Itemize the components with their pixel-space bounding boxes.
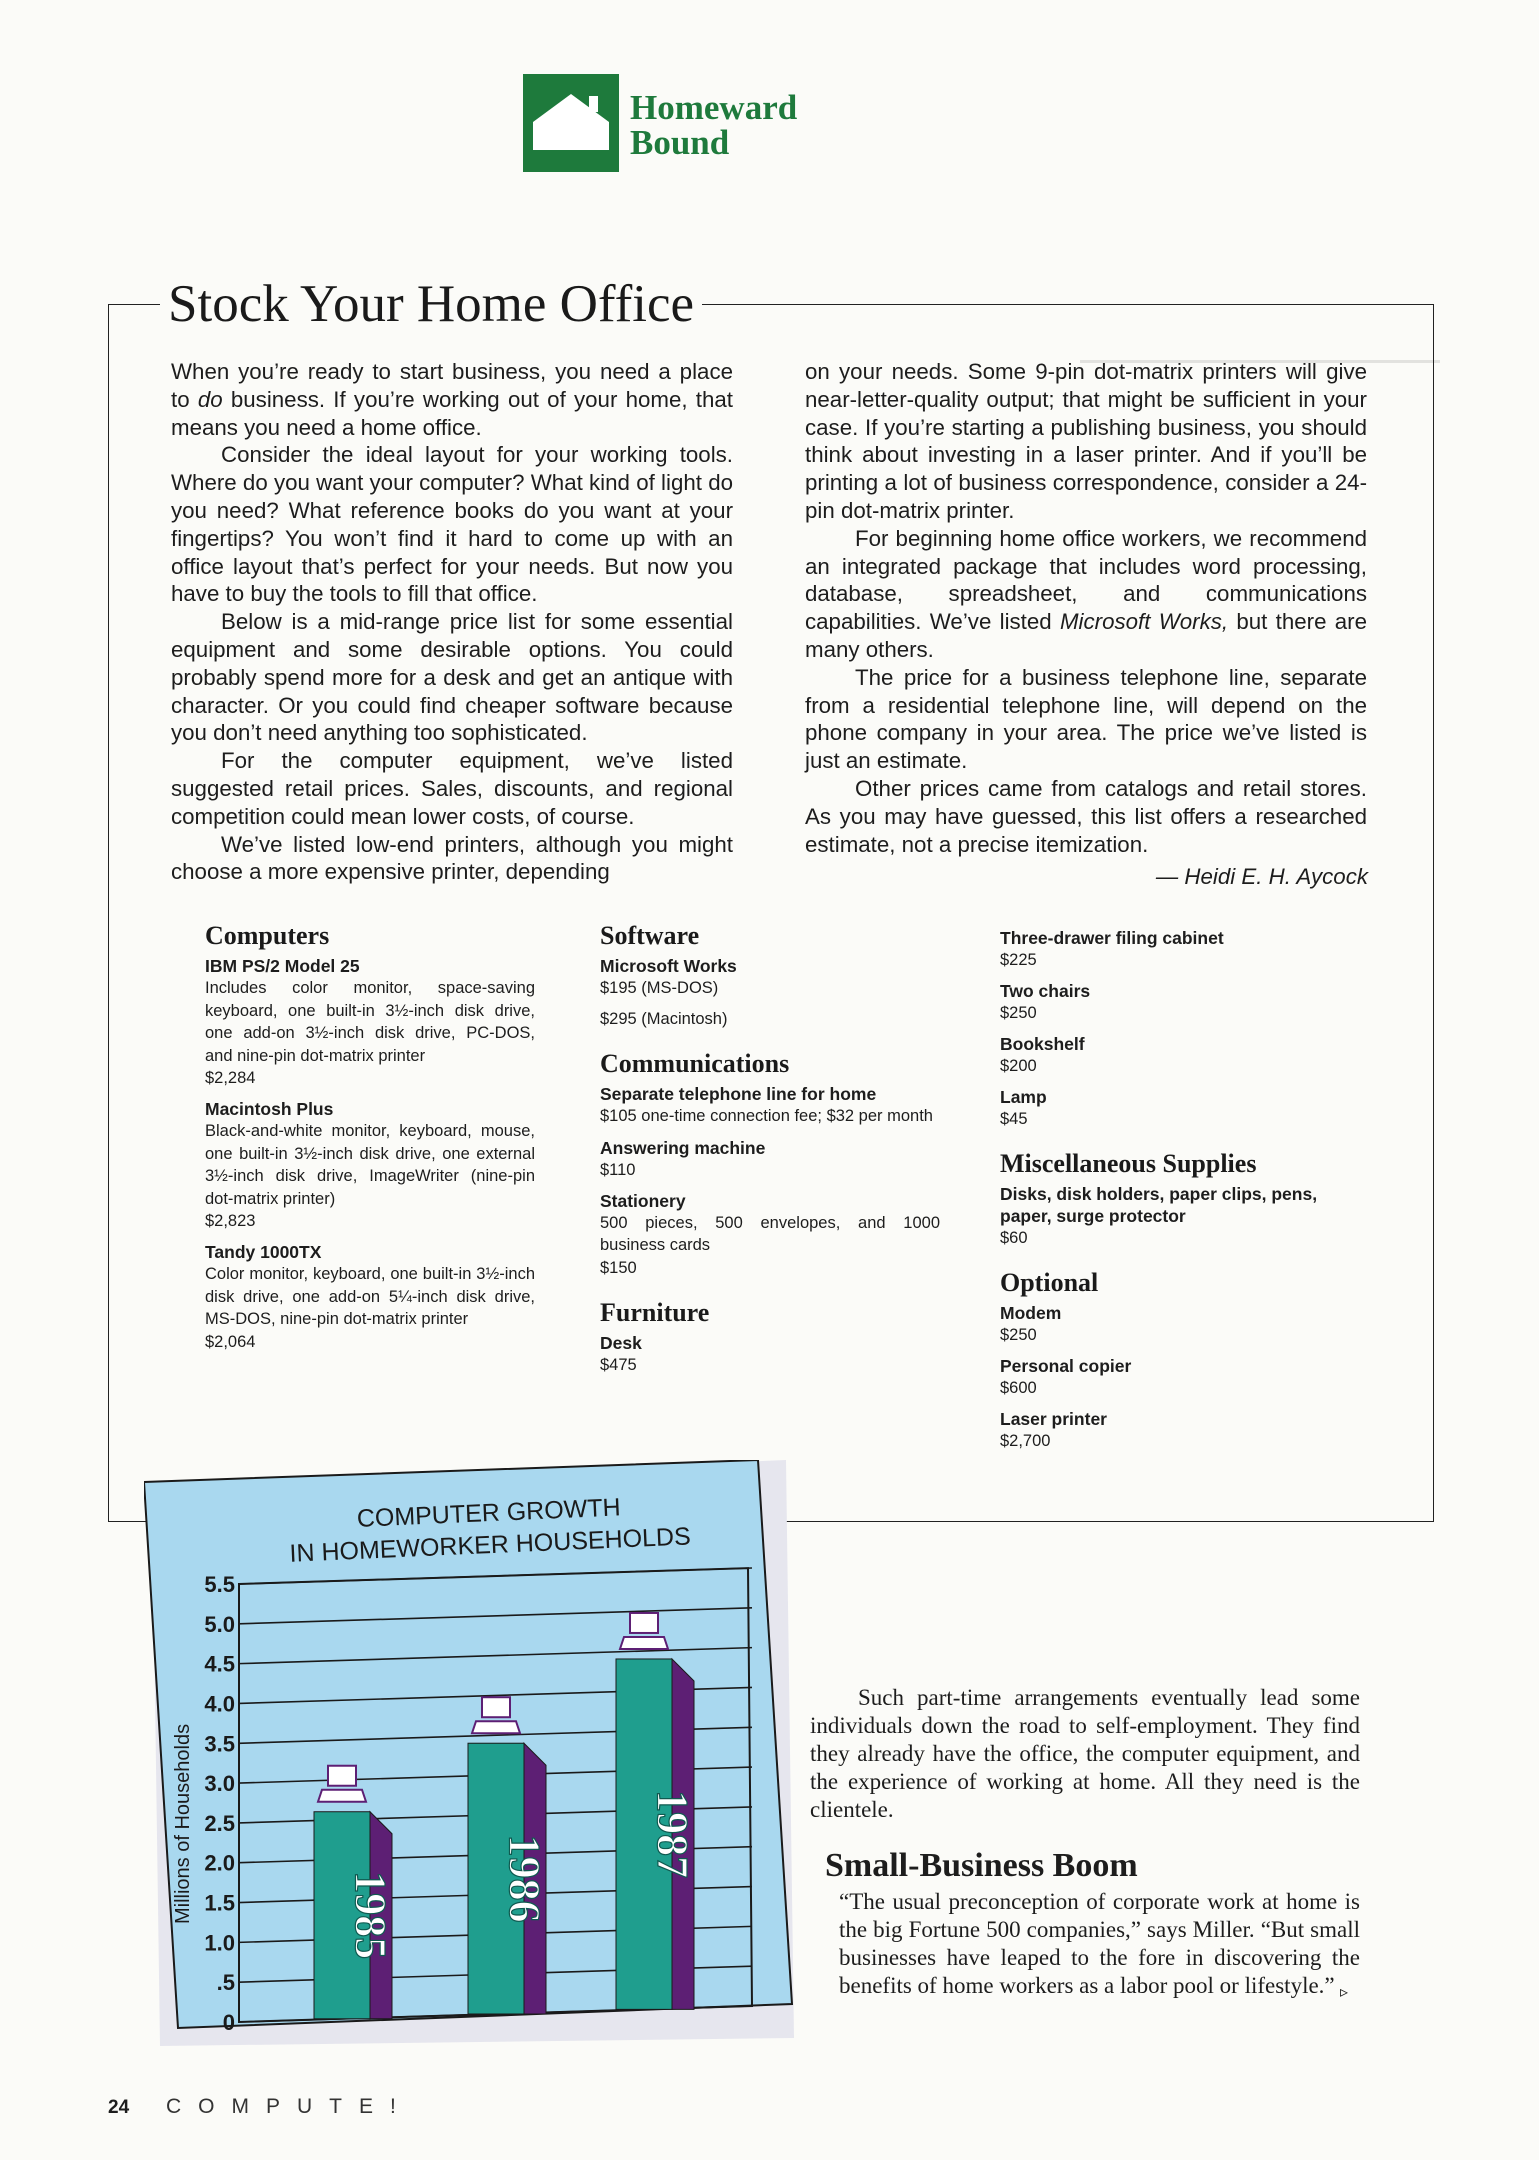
- item-name: Laser printer: [1000, 1409, 1107, 1429]
- price-list-column-2: [600, 920, 940, 1394]
- price-item: [1000, 927, 1340, 971]
- article-continuation: [810, 1684, 1360, 2006]
- item-name: Desk: [600, 1332, 642, 1353]
- article-paragraph-1: Such part-time arrangements eventually lead some individuals down the road to self-employment. They find they already have the office, the computer equipment, and the experience of working at home. All they need is the clientele.: [810, 1685, 1360, 1822]
- chart-bar-label: 1986: [500, 1834, 549, 1923]
- item-price: $250: [1000, 1004, 1037, 1022]
- item-desc: Includes color monitor, space-saving keyboard, one built-in 3½-inch disk drive, one add-on 3½-inch disk drive, PC-DOS, and nine-pin dot-matrix printer: [205, 979, 535, 1065]
- chart-y-tick-label: 1.5: [204, 1890, 235, 1916]
- chart-bar-label: 1987: [648, 1790, 697, 1879]
- item-name: Personal copier: [1000, 1356, 1132, 1376]
- price-item: [600, 1137, 940, 1181]
- item-desc: Black-and-white monitor, keyboard, mouse, one built-in 3½-inch disk drive, one external 3½-inch disk drive, ImageWriter (nine-pin dot-matrix printer): [205, 1122, 535, 1208]
- price-item: [1000, 1086, 1340, 1130]
- item-name: Stationery: [600, 1190, 686, 1211]
- price-group-heading: Communications: [600, 1049, 790, 1078]
- sidebar-column-2: [805, 358, 1367, 858]
- paragraph: Other prices came from catalogs and retail stores. As you may have guessed, this list offers a researched estimate, not a precise itemization.: [805, 775, 1367, 857]
- subhead-small-business-boom: Small-Business Boom: [825, 1847, 1138, 1884]
- article-paragraph-2-text: “The usual preconception of corporate work at home is the big Fortune 500 companies,” says Miller. “But small businesses have leaped to the fore in discovering the benefits of home workers as a labor pool or lifestyle.”: [839, 1889, 1360, 1998]
- chart-title-line-2: IN HOMEWORKER HOUSEHOLDS: [288, 1522, 692, 1568]
- chart-y-tick-label: .5: [216, 1970, 235, 1996]
- item-name: Lamp: [1000, 1087, 1047, 1107]
- article-paragraph-2: [810, 1888, 1360, 2000]
- price-item: [1000, 1033, 1340, 1077]
- magazine-name: COMPUTE!: [166, 2095, 413, 2118]
- paragraph: The price for a business telephone line, separate from a residential telephone line, will depend on the phone company in your area. The price we’ve listed is just an estimate.: [805, 664, 1367, 774]
- keyboard-icon: [620, 1637, 668, 1649]
- paragraph: For the computer equipment, we’ve listed suggested retail prices. Sales, discounts, and regional competition could mean lower costs, of course.: [171, 748, 733, 829]
- price-group-heading: Software: [600, 921, 700, 950]
- price-list-column-3: [1000, 927, 1340, 1470]
- logo-line-2: Bound: [630, 123, 730, 162]
- price-item: [1000, 980, 1340, 1024]
- item-name: Modem: [1000, 1303, 1062, 1323]
- chart-y-tick-label: 2.0: [204, 1850, 235, 1876]
- paragraph: Consider the ideal layout for your working tools. Where do you want your computer? What kind of light do you need? What reference books do you want at your fingertips? You won’t find it hard to come up with an office layout that’s perfect for your needs. But now you have to buy the tools to fill that office.: [171, 442, 733, 607]
- item-price: $2,823: [205, 1212, 256, 1230]
- price-group: [205, 920, 535, 1353]
- item-name: Answering machine: [600, 1137, 766, 1158]
- house-icon: [523, 74, 619, 172]
- sidebar-column-1: [171, 358, 733, 886]
- chart-bar-label: 1985: [346, 1871, 395, 1960]
- item-name: Macintosh Plus: [205, 1099, 334, 1119]
- price-item: [600, 1008, 940, 1030]
- chart-y-tick-label: 5.0: [204, 1611, 235, 1637]
- paragraph: on your needs. Some 9-pin dot-matrix printers will give near-letter-quality output; that might be sufficient in your case. If you’re starting a publishing business, you should think about investing in a laser printer. And if you’ll be printing a lot of business correspondence, consider a 24-pin dot-matrix printer.: [805, 359, 1367, 523]
- item-price: $225: [1000, 951, 1037, 969]
- chart-y-axis-label: Millions of Households: [172, 1723, 194, 1924]
- logo-text: [630, 90, 797, 160]
- computer-icon: [630, 1613, 658, 1633]
- keyboard-icon: [472, 1721, 520, 1733]
- continue-arrow-icon: ▹: [1339, 1982, 1348, 2001]
- item-name: IBM PS/2 Model 25: [205, 956, 360, 976]
- sidebar-title: Stock Your Home Office: [160, 272, 702, 336]
- keyboard-icon: [318, 1790, 366, 1802]
- item-price: $150: [600, 1258, 637, 1277]
- item-price: $250: [1000, 1326, 1037, 1344]
- paragraph: We’ve listed low-end printers, although you might choose a more expensive printer, depending: [171, 831, 733, 885]
- section-logo: [523, 74, 850, 172]
- price-list-column-1: [205, 920, 535, 1371]
- chart-y-tick-label: 4.5: [204, 1651, 235, 1677]
- price-group-heading: Optional: [1000, 1268, 1099, 1297]
- price-group: [600, 1297, 940, 1376]
- price-group: [600, 1048, 940, 1279]
- item-price: $195 (MS-DOS): [600, 979, 719, 997]
- item-name: Tandy 1000TX: [205, 1242, 322, 1262]
- item-name: Three-drawer filing cabinet: [1000, 928, 1224, 948]
- computer-icon: [328, 1766, 356, 1786]
- chart-y-tick-label: 0: [222, 2010, 235, 2035]
- item-price: $475: [600, 1355, 637, 1374]
- chart-title-line-1: COMPUTER GROWTH: [356, 1493, 622, 1533]
- price-item: [1000, 1302, 1340, 1346]
- item-price: $45: [1000, 1110, 1028, 1128]
- item-price: $2,700: [1000, 1432, 1051, 1450]
- item-price: $110: [600, 1160, 636, 1179]
- byline: — Heidi E. H. Aycock: [1155, 864, 1368, 889]
- price-item: [205, 955, 535, 1089]
- item-desc: Color monitor, keyboard, one built-in 3½-inch disk drive, one add-on 5¼-inch disk drive, MS-DOS, nine-pin dot-matrix printer: [205, 1265, 535, 1328]
- price-item: [1000, 1408, 1340, 1452]
- chart-y-tick-label: 2.5: [204, 1810, 235, 1836]
- item-name: Separate telephone line for home: [600, 1084, 877, 1104]
- price-item: [1000, 1355, 1340, 1399]
- price-group-heading: Computers: [205, 921, 330, 950]
- growth-chart: [144, 1460, 794, 2046]
- price-item: [600, 1083, 940, 1128]
- price-group-heading: Miscellaneous Supplies: [1000, 1149, 1257, 1178]
- item-name: Bookshelf: [1000, 1034, 1085, 1054]
- logo-line-1: Homeward: [630, 88, 798, 127]
- chart-y-tick-label: 3.5: [204, 1731, 235, 1757]
- chart-y-tick-label: 5.5: [204, 1572, 235, 1597]
- chart-y-tick-label: 4.0: [204, 1691, 235, 1717]
- price-item: [1000, 1183, 1340, 1249]
- page-number: 24: [108, 2097, 130, 2118]
- price-group: [1000, 1267, 1340, 1452]
- computer-icon: [482, 1697, 510, 1717]
- price-group: [600, 920, 940, 1030]
- chart-y-tick-label: 3.0: [204, 1771, 235, 1797]
- price-item: [600, 1190, 940, 1279]
- item-price: $200: [1000, 1057, 1037, 1075]
- price-group-heading: Furniture: [600, 1297, 710, 1327]
- paragraph: When you’re ready to start business, you need a place to do business. If you’re working out of your home, that means you need a home office.: [171, 359, 733, 440]
- paragraph: Below is a mid-range price list for some essential equipment and some desirable options. You could probably spend more for a desk and get an antique with character. Or you could find cheaper software because you don’t need anything too sophisticated.: [171, 609, 733, 746]
- item-price: $2,284: [205, 1069, 256, 1087]
- chart-y-tick-label: 1.0: [204, 1930, 235, 1956]
- price-item: [600, 1332, 940, 1376]
- item-price: $60: [1000, 1229, 1028, 1247]
- paragraph: For beginning home office workers, we recommend an integrated package that includes word processing, database, spreadsheet, and communications capabilities. We’ve listed Microsoft Works, but there are many others.: [805, 525, 1367, 662]
- item-price: $2,064: [205, 1332, 256, 1351]
- price-item: [600, 955, 940, 999]
- price-item: [205, 1098, 535, 1232]
- price-group: [1000, 927, 1340, 1130]
- item-price: $295 (Macintosh): [600, 1010, 728, 1028]
- item-price: $600: [1000, 1379, 1037, 1397]
- price-item: [205, 1241, 535, 1353]
- item-name: Disks, disk holders, paper clips, pens, paper, surge protector: [1000, 1184, 1318, 1226]
- price-group: [1000, 1148, 1340, 1249]
- item-desc: 500 pieces, 500 envelopes, and 1000 business cards: [600, 1213, 940, 1254]
- item-desc: $105 one-time connection fee; $32 per month: [600, 1107, 933, 1125]
- item-name: Two chairs: [1000, 981, 1091, 1001]
- item-name: Microsoft Works: [600, 956, 737, 976]
